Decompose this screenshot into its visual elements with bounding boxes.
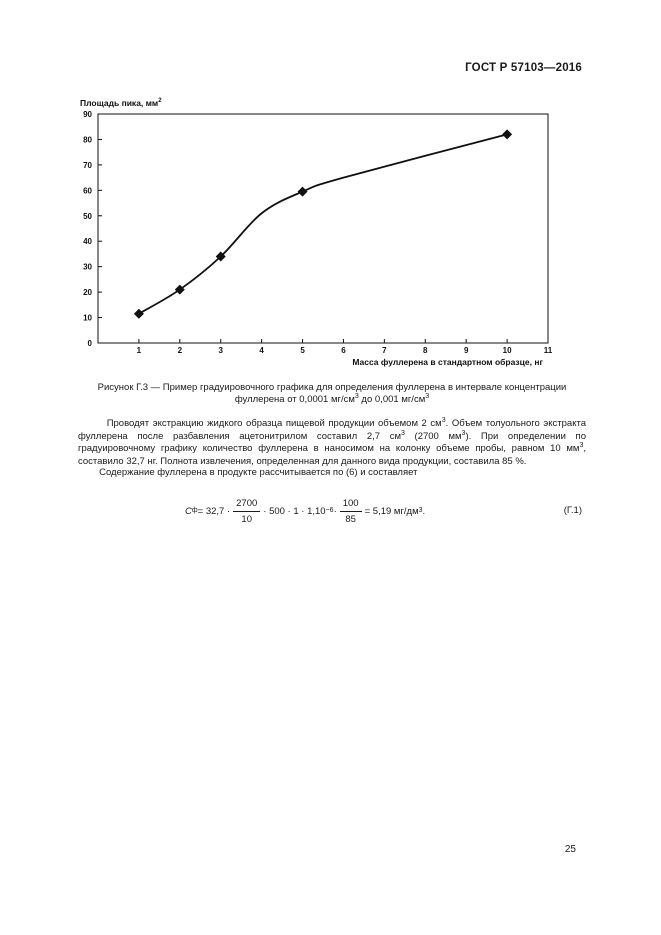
formula-g1: C ф = 32,7 · $\frac{2700}{10}$ · 500 · 1 · 1,10 −6 · $\frac{100}{85}$ = 5,19 мг/дм 3 . <box>185 497 426 525</box>
standard-header: ГОСТ Р 57103—2016 <box>465 62 582 74</box>
data-point-diamond <box>298 187 308 197</box>
x-tick-label: 6 <box>341 346 346 355</box>
y-tick-label: 80 <box>83 135 92 145</box>
y-tick-label: 50 <box>83 211 92 221</box>
y-tick-label: 90 <box>83 110 92 119</box>
x-tick-label: 4 <box>259 346 264 355</box>
y-tick-label: 20 <box>83 288 92 298</box>
fraction-2700-10: $\frac{2700}{10}$ <box>233 498 260 525</box>
paragraph-extraction: Проводят экстракцию жидкого образца пищевой продукции объемом 2 $см^3$. Объем толуольного экстракта фуллерена после разбавления ацетонитрилом составил 2,7 $см^3$ (2700 $мм^3$). При определении по градуировочному графику количество фуллерена в наносимом на колонку объеме пробы, равном 10 $мм^3$, составило 32,7 нг. Полнота извлечения, определенная для данного вида продукции, составила 85 %. <box>78 416 586 467</box>
equation-number: (Г.1) <box>563 505 582 516</box>
x-tick-label: 9 <box>463 346 469 355</box>
plot-frame <box>98 114 548 343</box>
calibration-curve <box>139 134 507 313</box>
x-axis-label: Масса фуллерена в стандартном образце, нг <box>352 357 543 367</box>
y-axis-label-sup: 2 <box>158 98 162 104</box>
x-tick-label: 7 <box>382 346 387 355</box>
y-tick-label: 40 <box>83 237 92 247</box>
calibration-chart <box>60 90 570 370</box>
data-point-diamond <box>134 309 144 319</box>
x-tick-label: 10 <box>502 346 512 355</box>
x-tick-label: 3 <box>218 346 223 355</box>
x-tick-label: 5 <box>300 346 305 355</box>
x-tick-label: 2 <box>177 346 183 355</box>
y-tick-label: 60 <box>83 186 92 196</box>
caption-line-2: фуллерена от 0,0001 $мг/см^3$ до 0,001 $мг/см^3$ <box>234 392 430 405</box>
paragraph-content: Содержание фуллерена в продукте рассчитывается по (6) и составляет <box>99 467 418 478</box>
y-axis-label: Площадь пика, $мм^2$ <box>80 98 162 108</box>
x-tick-label: 11 <box>543 346 553 355</box>
origin-label: 0 <box>87 339 92 348</box>
figure-caption <box>70 382 594 406</box>
y-tick-label: 10 <box>83 313 92 323</box>
fraction-100-85: $\frac{100}{85}$ <box>340 498 362 525</box>
x-tick-label: 1 <box>136 346 142 355</box>
y-tick-label: 70 <box>83 160 92 170</box>
y-tick-label: 30 <box>83 262 92 272</box>
caption-line-1: Рисунок Г.3 — Пример градуировочного графика для определения фуллерена в интервале концентрации <box>97 382 567 393</box>
page-number: 25 <box>564 844 576 855</box>
data-point-diamond <box>502 129 512 139</box>
x-tick-label: 8 <box>423 346 428 355</box>
